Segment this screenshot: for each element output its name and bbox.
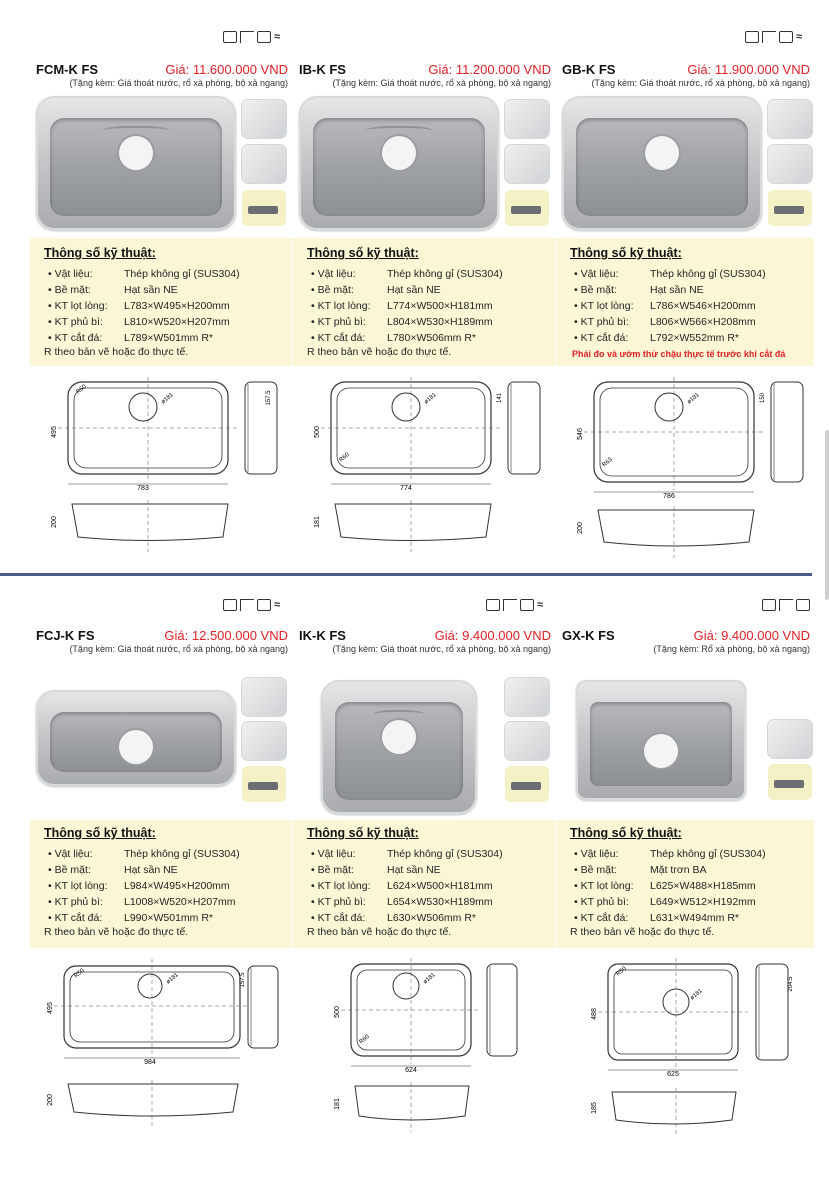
spec-value: L789×W501mm R*	[124, 332, 213, 344]
sink-photo	[299, 96, 499, 230]
feature-icons	[223, 30, 288, 44]
dim-side: 141	[497, 392, 503, 404]
sink-feature-icon	[762, 599, 776, 611]
spec-value: Thép không gỉ (SUS304)	[124, 848, 240, 860]
scrollbar[interactable]	[825, 430, 829, 600]
soap-basket-photo	[505, 678, 549, 716]
section-divider	[0, 573, 812, 576]
spec-label: • KT lọt lòng:	[574, 298, 650, 314]
spec-list	[311, 266, 503, 346]
soap-basket-photo	[242, 100, 286, 138]
spec-label: • KT phủ bì:	[574, 894, 650, 910]
spec-title: Thông số kỹ thuật:	[307, 246, 419, 260]
spec-value: Thép không gỉ (SUS304)	[650, 848, 766, 860]
drain-pipe-photo	[768, 190, 812, 226]
spec-value: L649×W512×H192mm	[650, 896, 756, 908]
dim-width: 984	[144, 1059, 156, 1066]
product-gift-note: (Tặng kèm: Giá thoát nước, rổ xà phòng, bộ xả ngang)	[69, 78, 288, 88]
soap-basket-photo	[242, 678, 286, 716]
drain-pipe-photo	[505, 190, 549, 226]
spec-list	[48, 846, 240, 926]
spec-item	[48, 878, 240, 894]
spec-value: Hạt sần NE	[124, 864, 178, 876]
drain-rack-photo	[242, 145, 286, 183]
product-model: FCM-K FS	[36, 62, 99, 77]
spec-label: • Vật liệu:	[574, 266, 650, 282]
drain-hole	[119, 136, 153, 170]
spec-title: Thông số kỹ thuật:	[307, 826, 419, 840]
dim-width: 786	[663, 493, 675, 500]
spec-item	[48, 910, 240, 926]
sink-bowl	[50, 712, 222, 772]
dim-depth: 181	[334, 1098, 341, 1110]
top-product-section	[0, 0, 829, 575]
dim-radius: R60	[358, 1033, 371, 1046]
spec-label: • Bề mặt:	[574, 862, 650, 878]
dim-radius: R63	[601, 456, 614, 469]
spec-value: Hạt sần NE	[124, 284, 178, 296]
bottom-product-section	[0, 590, 829, 1200]
spec-title: Thông số kỹ thuật:	[570, 826, 682, 840]
sink-rack	[373, 710, 424, 722]
dim-side: 157.5	[266, 390, 272, 406]
feature-icons	[486, 598, 551, 612]
product-model: GB-K FS	[562, 62, 616, 77]
dim-depth: 185	[591, 1102, 598, 1114]
sink-feature-icon	[745, 31, 759, 43]
spec-item	[48, 266, 240, 282]
technical-drawing	[38, 954, 288, 1144]
spec-item	[574, 298, 766, 314]
spec-value: L810×W520×H207mm	[124, 316, 230, 328]
spec-note: R theo bản vẽ hoặc đo thực tế.	[570, 926, 715, 938]
drain-hole	[382, 136, 416, 170]
spec-list	[311, 846, 503, 926]
feature-icons	[762, 598, 810, 612]
product-gift-note: (Tặng kèm: Giá thoát nước, rổ xà phòng, bộ xả ngang)	[69, 644, 288, 654]
sink-feature-icon	[223, 599, 237, 611]
technical-drawing	[301, 372, 551, 562]
technical-drawing	[564, 372, 814, 562]
basin-feature-icon	[520, 599, 534, 611]
dim-height: 488	[591, 1008, 598, 1020]
product-price: Giá: 12.500.000 VND	[164, 628, 288, 643]
basin-feature-icon	[257, 31, 271, 43]
spec-label: • Bề mặt:	[311, 282, 387, 298]
spec-item	[574, 846, 766, 862]
faucet-feature-icon	[762, 31, 776, 43]
spec-item	[311, 266, 503, 282]
spec-note: R theo bản vẽ hoặc đo thực tế.	[307, 346, 452, 358]
spec-value: Thép không gỉ (SUS304)	[650, 268, 766, 280]
spec-title: Thông số kỹ thuật:	[44, 246, 156, 260]
spec-value: L625×W488×H185mm	[650, 880, 756, 892]
dim-radius: R50	[615, 965, 628, 978]
cutting-warning: Phải đo và ướm thử chậu thực tế trước khi cắt đá	[572, 349, 786, 359]
product-card-gb-k-fs	[556, 0, 814, 575]
faucet-feature-icon	[779, 599, 793, 611]
product-price: Giá: 11.900.000 VND	[687, 62, 810, 77]
sink-photo	[321, 680, 477, 814]
spec-value: L804×W530×H189mm	[387, 316, 493, 328]
spec-value: Hạt sần NE	[387, 864, 441, 876]
product-gift-note: (Tặng kèm: Giá thoát nước, rổ xà phòng, bộ xả ngang)	[591, 78, 810, 88]
product-gift-note: (Tặng kèm: Giá thoát nước, rổ xà phòng, bộ xả ngang)	[332, 644, 551, 654]
drain-rack-photo	[505, 722, 549, 760]
spec-item	[48, 314, 240, 330]
spec-item	[48, 846, 240, 862]
spec-note: R theo bản vẽ hoặc đo thực tế.	[307, 926, 452, 938]
dim-side: 150	[760, 392, 766, 404]
drain-pipe-photo	[505, 766, 549, 802]
sink-bowl	[313, 118, 485, 216]
spec-label: • KT lọt lòng:	[311, 298, 387, 314]
dim-width: 624	[405, 1067, 417, 1074]
dim-depth: 200	[47, 1094, 54, 1106]
spec-item	[574, 314, 766, 330]
spec-item	[48, 862, 240, 878]
spec-label: • Bề mặt:	[48, 862, 124, 878]
spec-note: R theo bản vẽ hoặc đo thực tế.	[44, 346, 189, 358]
spec-label: • KT phủ bì:	[574, 314, 650, 330]
technical-drawing	[38, 372, 288, 562]
spec-label: • KT cắt đá:	[48, 330, 124, 346]
dim-side: 204.5	[788, 976, 794, 992]
spec-value: L806×W566×H208mm	[650, 316, 756, 328]
spec-value: L631×W494mm R*	[650, 912, 739, 924]
feature-icons	[745, 30, 810, 44]
spec-item	[574, 266, 766, 282]
product-model: GX-K FS	[562, 628, 615, 643]
spec-item	[311, 910, 503, 926]
product-price: Giá: 11.600.000 VND	[165, 62, 288, 77]
spec-item	[48, 298, 240, 314]
sink-bowl	[590, 702, 732, 786]
spec-item	[48, 282, 240, 298]
dim-drain: ø181	[423, 392, 438, 406]
drain-rack-photo	[505, 145, 549, 183]
dim-width: 774	[400, 485, 412, 492]
spec-label: • KT phủ bì:	[311, 894, 387, 910]
wave-feature-icon: ≈	[274, 599, 281, 611]
spec-label: • Vật liệu:	[48, 266, 124, 282]
spec-item	[311, 330, 503, 346]
sink-feature-icon	[486, 599, 500, 611]
faucet-feature-icon	[503, 599, 517, 611]
dim-drain: ø181	[686, 392, 701, 406]
soap-basket-photo	[768, 100, 812, 138]
spec-list	[574, 846, 766, 926]
product-price: Giá: 9.400.000 VND	[693, 628, 810, 643]
sink-photo	[36, 96, 236, 230]
spec-item	[574, 282, 766, 298]
spec-value: L624×W500×H181mm	[387, 880, 493, 892]
spec-item	[311, 298, 503, 314]
basin-feature-icon	[779, 31, 793, 43]
product-price: Giá: 11.200.000 VND	[428, 62, 551, 77]
spec-value: Hạt sần NE	[387, 284, 441, 296]
spec-label: • KT cắt đá:	[311, 330, 387, 346]
drain-rack-photo	[768, 145, 812, 183]
faucet-feature-icon	[240, 599, 254, 611]
dim-height: 546	[577, 428, 584, 440]
dim-width: 625	[667, 1071, 679, 1078]
spec-label: • KT lọt lòng:	[574, 878, 650, 894]
product-card-fcj-k-fs	[30, 590, 292, 1200]
spec-label: • KT phủ bì:	[48, 314, 124, 330]
sink-feature-icon	[223, 31, 237, 43]
drain-rack-photo	[242, 722, 286, 760]
spec-value: Thép không gỉ (SUS304)	[387, 268, 503, 280]
spec-item	[574, 910, 766, 926]
sink-bowl	[576, 118, 748, 216]
spec-item	[311, 846, 503, 862]
wave-feature-icon: ≈	[537, 599, 544, 611]
spec-label: • Vật liệu:	[311, 266, 387, 282]
spec-value: Thép không gỉ (SUS304)	[387, 848, 503, 860]
product-card-fcm-k-fs	[30, 0, 292, 575]
spec-item	[311, 282, 503, 298]
drain-hole	[119, 730, 153, 764]
spec-value: Mặt trơn BA	[650, 864, 707, 876]
spec-value: L783×W495×H200mm	[124, 300, 230, 312]
soap-basket-photo	[505, 100, 549, 138]
spec-item	[574, 894, 766, 910]
drain-hole	[644, 734, 678, 768]
spec-value: L630×W506mm R*	[387, 912, 476, 924]
spec-list	[48, 266, 240, 346]
basin-feature-icon	[796, 599, 810, 611]
spec-value: Thép không gỉ (SUS304)	[124, 268, 240, 280]
spec-label: • Vật liệu:	[311, 846, 387, 862]
product-gift-note: (Tặng kèm: Giá thoát nước, rổ xà phòng, bộ xả ngang)	[332, 78, 551, 88]
spec-label: • Vật liệu:	[574, 846, 650, 862]
product-card-ib-k-fs	[293, 0, 555, 575]
dim-drain: ø181	[689, 988, 704, 1002]
spec-value: L654×W530×H189mm	[387, 896, 493, 908]
drain-pipe-photo	[242, 766, 286, 802]
dim-radius: R50	[75, 383, 88, 396]
spec-value: Hạt sần NE	[650, 284, 704, 296]
spec-label: • Vật liệu:	[48, 846, 124, 862]
spec-value: L780×W506mm R*	[387, 332, 476, 344]
dim-height: 495	[47, 1002, 54, 1014]
spec-item	[311, 894, 503, 910]
spec-label: • KT cắt đá:	[311, 910, 387, 926]
dim-radius: R60	[338, 451, 351, 464]
sink-rack	[365, 126, 434, 138]
sink-bowl	[50, 118, 222, 216]
dim-height: 495	[51, 426, 58, 438]
product-model: IB-K FS	[299, 62, 346, 77]
spec-value: L786×W546×H200mm	[650, 300, 756, 312]
sink-photo	[36, 690, 236, 786]
dim-radius: R50	[73, 967, 86, 980]
spec-title: Thông số kỹ thuật:	[44, 826, 156, 840]
spec-label: • Bề mặt:	[311, 862, 387, 878]
drain-hole	[382, 720, 416, 754]
spec-note: R theo bản vẽ hoặc đo thực tế.	[44, 926, 189, 938]
sink-bowl	[335, 702, 463, 800]
drain-pipe-photo	[768, 764, 812, 800]
dim-height: 500	[314, 426, 321, 438]
dim-drain: ø181	[160, 392, 175, 406]
dim-drain: ø181	[165, 972, 180, 986]
spec-item	[574, 330, 766, 346]
spec-label: • KT lọt lòng:	[48, 878, 124, 894]
spec-label: • KT cắt đá:	[574, 330, 650, 346]
dim-depth: 181	[314, 516, 321, 528]
technical-drawing	[301, 954, 551, 1144]
dim-depth: 200	[51, 516, 58, 528]
spec-item	[311, 878, 503, 894]
spec-value: L1008×W520×H207mm	[124, 896, 236, 908]
drain-pipe-photo	[242, 190, 286, 226]
sink-photo	[562, 96, 762, 230]
spec-label: • KT cắt đá:	[48, 910, 124, 926]
spec-value: L984×W495×H200mm	[124, 880, 230, 892]
spec-value: L792×W552mm R*	[650, 332, 739, 344]
product-model: IK-K FS	[299, 628, 346, 643]
product-gift-note: (Tặng kèm: Rổ xà phòng, bộ xả ngang)	[653, 644, 810, 654]
product-card-gx-k-fs	[556, 590, 814, 1200]
spec-title: Thông số kỹ thuật:	[570, 246, 682, 260]
technical-drawing	[564, 954, 814, 1144]
product-model: FCJ-K FS	[36, 628, 95, 643]
feature-icons	[223, 598, 288, 612]
wave-feature-icon: ≈	[796, 31, 803, 43]
spec-value: L990×W501mm R*	[124, 912, 213, 924]
soap-basket-photo	[768, 720, 812, 758]
wave-feature-icon: ≈	[274, 31, 281, 43]
spec-label: • KT cắt đá:	[574, 910, 650, 926]
spec-item	[311, 314, 503, 330]
faucet-feature-icon	[240, 31, 254, 43]
sink-rack	[102, 126, 171, 138]
dim-depth: 200	[577, 522, 584, 534]
product-price: Giá: 9.400.000 VND	[434, 628, 551, 643]
dim-width: 783	[137, 485, 149, 492]
basin-feature-icon	[257, 599, 271, 611]
spec-item	[48, 330, 240, 346]
dim-height: 500	[334, 1006, 341, 1018]
drain-hole	[645, 136, 679, 170]
spec-list	[574, 266, 766, 346]
product-card-ik-k-fs	[293, 590, 555, 1200]
spec-label: • KT phủ bì:	[311, 314, 387, 330]
spec-label: • Bề mặt:	[574, 282, 650, 298]
dim-side: 157.5	[240, 972, 246, 988]
spec-item	[574, 878, 766, 894]
spec-value: L774×W500×H181mm	[387, 300, 493, 312]
spec-label: • Bề mặt:	[48, 282, 124, 298]
spec-label: • KT lọt lòng:	[48, 298, 124, 314]
sink-photo	[576, 680, 746, 800]
spec-item	[48, 894, 240, 910]
spec-item	[311, 862, 503, 878]
spec-label: • KT phủ bì:	[48, 894, 124, 910]
dim-drain: ø181	[422, 972, 437, 986]
spec-label: • KT lọt lòng:	[311, 878, 387, 894]
spec-item	[574, 862, 766, 878]
